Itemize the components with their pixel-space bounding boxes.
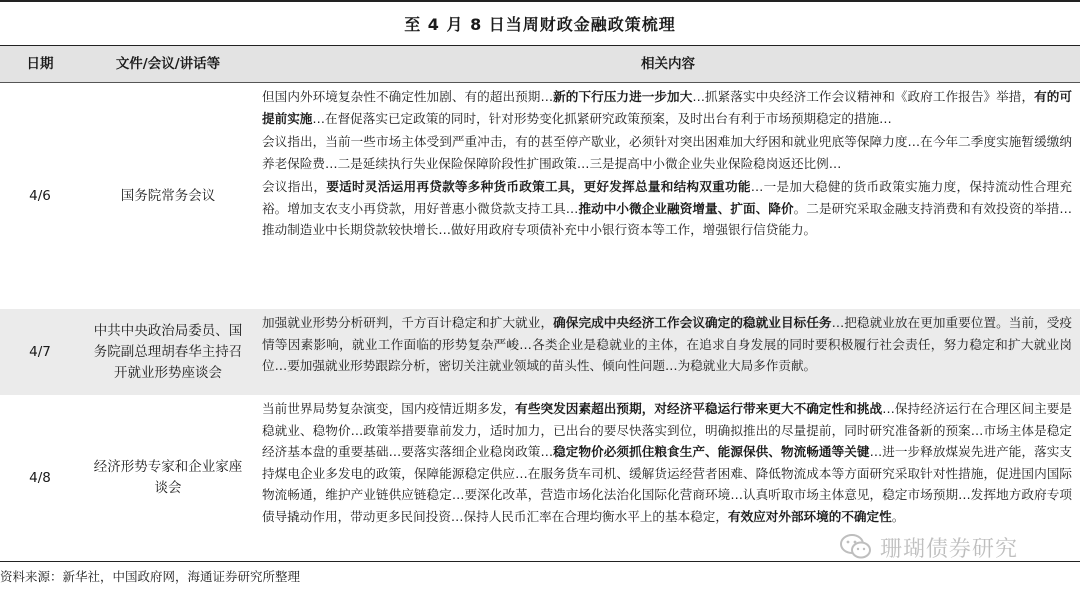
table-header [0, 46, 1080, 83]
text-run: …保持经济运行在合理区间主要是稳就业、稳物价…政策举措要靠前发力，适时加力，已出台的要尽快落实到位，明确拟推出的尽量提前，同时研究准备新的预案…市场主体是稳定经济基本盘的重要基础…要落实落细企业稳岗政策… [262, 401, 1073, 459]
row-date: 4/7 [29, 344, 51, 360]
row-content [262, 398, 1072, 529]
row-date: 4/8 [29, 470, 51, 486]
text-run: 当前世界局势复杂演变，国内疫情近期多发， [262, 401, 516, 416]
content-paragraph [262, 312, 1072, 377]
table-row [0, 309, 1080, 395]
table-title [0, 0, 1080, 46]
header-doc: 文件/会议/讲话等 [115, 56, 221, 72]
text-run: …把稳就业放在更加重要位置。当前，受疫情等因素影响，就业工作面临的形势复杂严峻…各类企业是稳就业的主体，在追求自身发展的同时要积极履行社会责任，努力稳定和扩大就业岗位…要加强就业形势跟踪分析，密切关注就业领域的苗头性、倾向性问题…为稳就业大局多作贡献。 [262, 315, 1073, 373]
bold-text-run: 推动中小微企业融资增量、扩面、降价 [578, 200, 794, 216]
table-title-text: 至 4 月 8 日当周财政金融政策梳理 [404, 15, 676, 34]
text-run: 会议指出， [262, 179, 327, 194]
source-note: 资料来源：新华社，中国政府网，海通证券研究所整理 [0, 569, 301, 584]
header-date: 日期 [26, 56, 54, 72]
bold-text-run: 确保完成中央经济工作会议确定的稳就业目标任务 [553, 315, 832, 330]
row-doc: 中共中央政治局委员、国务院副总理胡春华主持召开就业形势座谈会 [93, 322, 243, 381]
text-run: 。二是研究采取金融支持消费和有效投资的举措…推动制造业中长期贷款较快增长…做好用政府专项债补充中小银行资本等工作，增强银行信贷能力。 [262, 200, 1073, 237]
content-paragraph [262, 398, 1072, 527]
row-date: 4/6 [29, 188, 51, 204]
text-run: 加强就业形势分析研判，千方百计稳定和扩大就业， [262, 315, 554, 330]
bold-text-run: 有效应对外部环境的不确定性 [727, 508, 892, 524]
bold-text-run: 要适时灵活运用再贷款等多种货币政策工具，更好发挥总量和结构双重功能 [326, 179, 751, 194]
text-run: 但国内外环境复杂性不确定性加剧、有的超出预期… [262, 89, 554, 104]
text-run: …一是加大稳健的货币政策实施力度，保持流动性合理充裕。增加支农支小再贷款，用好普惠小微贷款支持工具… [262, 179, 1073, 216]
content-paragraph [262, 131, 1072, 174]
row-doc: 经济形势专家和企业家座谈会 [93, 459, 243, 496]
text-run: 。 [891, 508, 905, 524]
row-doc: 国务院常务会议 [120, 187, 216, 204]
bold-text-run: 新的下行压力进一步加大 [553, 89, 693, 104]
row-content [262, 86, 1072, 243]
text-run: …在督促落实已定政策的同时，针对形势变化抓紧研究政策预案，及时出台有利于市场预期稳定的措施… [312, 110, 892, 126]
text-run: …进一步释放煤炭先进产能，落实支持煤电企业多发电的政策，保障能源稳定供应…在服务货车司机、缓解货运经营者困难、降低物流成本等方面研究采取针对性措施，促进国内国际物流畅通，维护产业链供应链稳定…要深化改革，营造市场化法治化国际化营商环境…认真听取市场主体意见，稳定市场预期…发挥地方政府专项债导撬动作用，带动更多民间投资…保持人民币汇率在合理均衡水平上的基本稳定， [262, 444, 1073, 524]
bold-text-run: 有些突发因素超出预期，对经济平稳运行带来更大不确定性和挑战 [515, 401, 883, 416]
bold-text-run: 稳定物价必须抓住粮食生产、能源保供、物流畅通等关键 [553, 444, 870, 459]
row-content [262, 312, 1072, 379]
content-paragraph [262, 176, 1072, 241]
header-content: 相关内容 [641, 56, 695, 72]
watermark [838, 527, 1018, 567]
table-row [0, 83, 1080, 309]
wechat-icon [838, 529, 874, 565]
text-run: …抓紧落实中央经济工作会议精神和《政府工作报告》举措， [692, 89, 1035, 104]
content-paragraph [262, 86, 1072, 129]
bold-text-run: 有的可提前实施 [262, 89, 1073, 126]
watermark-text: 珊瑚债券研究 [880, 536, 1019, 562]
text-run: 会议指出，当前一些市场主体受到严重冲击，有的甚至停产歇业，必须针对突出困难加大纾困和就业兜底等保障力度…在今年二季度实施暂缓缴纳养老保险费…二是延续执行失业保险保障阶段性扩围政策…三是提高中小微企业失业保险稳岗返还比例… [262, 134, 1072, 171]
